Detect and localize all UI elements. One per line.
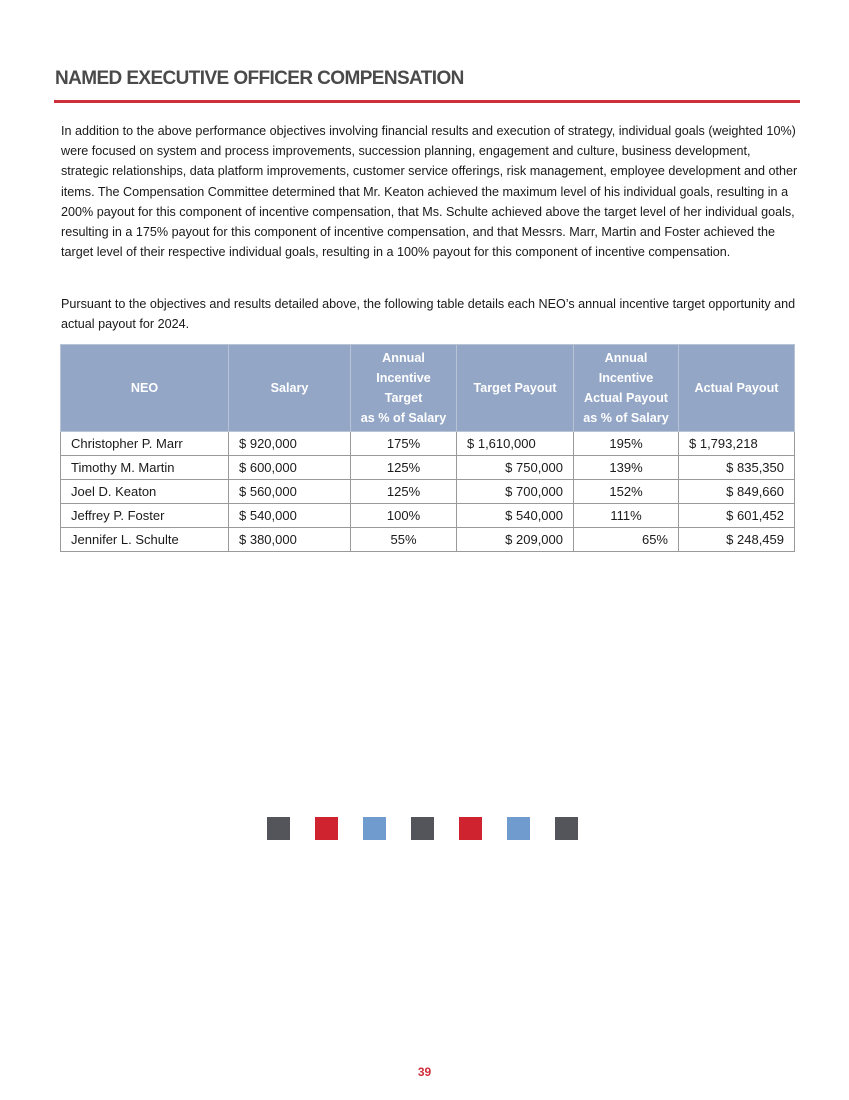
cell-target-payout: $ 1,610,000 (457, 432, 574, 456)
cell-target-pct: 175% (351, 432, 457, 456)
header-salary: Salary (229, 345, 351, 432)
decor-square (363, 817, 386, 840)
title-underline (54, 100, 800, 103)
cell-target-pct: 55% (351, 528, 457, 552)
table-row (61, 528, 795, 552)
table-intro-paragraph: Pursuant to the objectives and results detailed above, the following table details each NEO’s annual incentive target opportunity and actual payout for 2024. (61, 297, 796, 332)
header-neo: NEO (61, 345, 229, 432)
section-title: NAMED EXECUTIVE OFFICER COMPENSATION (55, 68, 464, 89)
cell-salary: $ 600,000 (229, 456, 351, 480)
header-actual-payout: Actual Payout (679, 345, 795, 432)
page-number: 39 (417, 1065, 432, 1079)
table-row (61, 432, 795, 456)
cell-name: Jennifer L. Schulte (61, 528, 229, 552)
cell-actual-pct: 139% (574, 456, 679, 480)
table-row (61, 456, 795, 480)
cell-name: Jeffrey P. Foster (61, 504, 229, 528)
cell-salary: $ 560,000 (229, 480, 351, 504)
decorative-squares (267, 817, 578, 840)
decor-square (411, 817, 434, 840)
table-row (61, 504, 795, 528)
cell-actual-pct: 152% (574, 480, 679, 504)
table-header-row (61, 345, 795, 432)
cell-target-pct: 100% (351, 504, 457, 528)
cell-name: Timothy M. Martin (61, 456, 229, 480)
cell-actual-payout: $ 601,452 (679, 504, 795, 528)
cell-actual-payout: $ 1,793,218 (679, 432, 795, 456)
intro-paragraph: In addition to the above performance objectives involving financial results and execution of strategy, individual goals (weighted 10%) were focused on system and process improvements, succession planning, engagement and culture, business development, strategic relationships, data platform improvements, customer service offerings, risk management, employee development and other items. The Compensation Committee determined that Mr. Keaton achieved the maximum level of his individual goals, resulting in a 200% payout for this component of incentive compensation, that Ms. Schulte achieved above the target level of her individual goals, resulting in a 175% payout for this component of incentive compensation, and that Messrs. Marr, Martin and Foster achieved the target level of their respective individual goals, resulting in a 100% payout for this component of incentive compensation. (61, 124, 798, 260)
cell-target-payout: $ 209,000 (457, 528, 574, 552)
decor-square (267, 817, 290, 840)
decor-square (315, 817, 338, 840)
cell-salary: $ 380,000 (229, 528, 351, 552)
header-target-pct: Annual Incentive Target as % of Salary (351, 345, 457, 432)
table-row (61, 480, 795, 504)
cell-target-pct: 125% (351, 456, 457, 480)
cell-actual-payout: $ 248,459 (679, 528, 795, 552)
header-actual-pct: Annual Incentive Actual Payout as % of Salary (574, 345, 679, 432)
cell-actual-payout: $ 849,660 (679, 480, 795, 504)
cell-target-pct: 125% (351, 480, 457, 504)
cell-actual-pct: 65% (574, 528, 679, 552)
cell-target-payout: $ 700,000 (457, 480, 574, 504)
cell-actual-pct: 111% (574, 504, 679, 528)
cell-name: Christopher P. Marr (61, 432, 229, 456)
decor-square (555, 817, 578, 840)
cell-salary: $ 540,000 (229, 504, 351, 528)
compensation-table (60, 344, 795, 552)
decor-square (507, 817, 530, 840)
cell-actual-pct: 195% (574, 432, 679, 456)
cell-target-payout: $ 540,000 (457, 504, 574, 528)
cell-actual-payout: $ 835,350 (679, 456, 795, 480)
header-target-payout: Target Payout (457, 345, 574, 432)
decor-square (459, 817, 482, 840)
cell-target-payout: $ 750,000 (457, 456, 574, 480)
cell-name: Joel D. Keaton (61, 480, 229, 504)
cell-salary: $ 920,000 (229, 432, 351, 456)
